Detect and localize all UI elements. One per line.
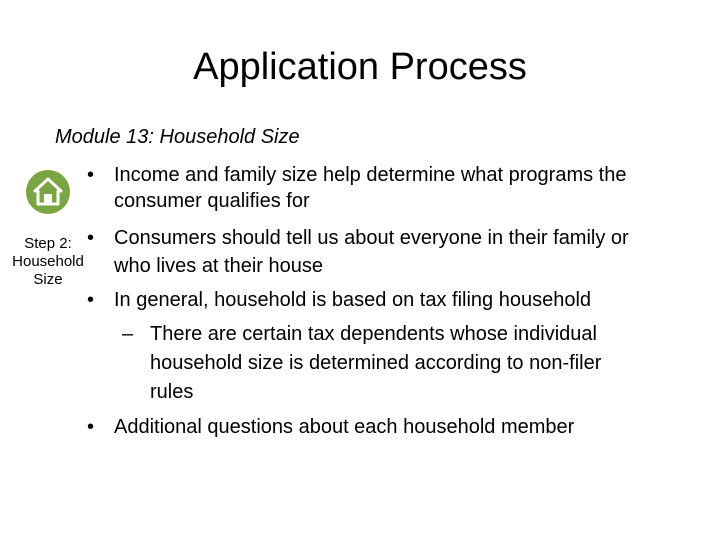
bullet-text: Additional questions about each household member (114, 416, 575, 438)
sub-bullet-text: There are certain tax dependents whose individual (150, 323, 597, 345)
step-label-line: Step 2: (24, 235, 72, 252)
module-heading: Module 13: Household Size (55, 126, 300, 148)
bullet-text: consumer qualifies for (114, 190, 310, 212)
step-label (0, 235, 96, 289)
house-icon (26, 170, 70, 214)
bullet-text: In general, household is based on tax filing household (114, 289, 592, 311)
bullet-dot: • (87, 289, 95, 311)
sub-bullet-dash: – (122, 323, 134, 345)
sub-bullet-text: household size is determined according to non-filer (150, 352, 602, 374)
bullet-dot: • (87, 416, 95, 438)
bullet-text: Consumers should tell us about everyone in their family or (114, 227, 629, 249)
bullet-dot: • (87, 227, 95, 249)
bullet-dot: • (87, 164, 95, 186)
step-label-line: Size (33, 271, 63, 288)
sub-bullet-text: rules (150, 381, 194, 403)
bullet-text: who lives at their house (114, 255, 324, 277)
step-label-line: Household (12, 253, 84, 270)
bullet-text: Income and family size help determine what programs the (114, 164, 627, 186)
slide-title: Application Process (193, 46, 527, 88)
